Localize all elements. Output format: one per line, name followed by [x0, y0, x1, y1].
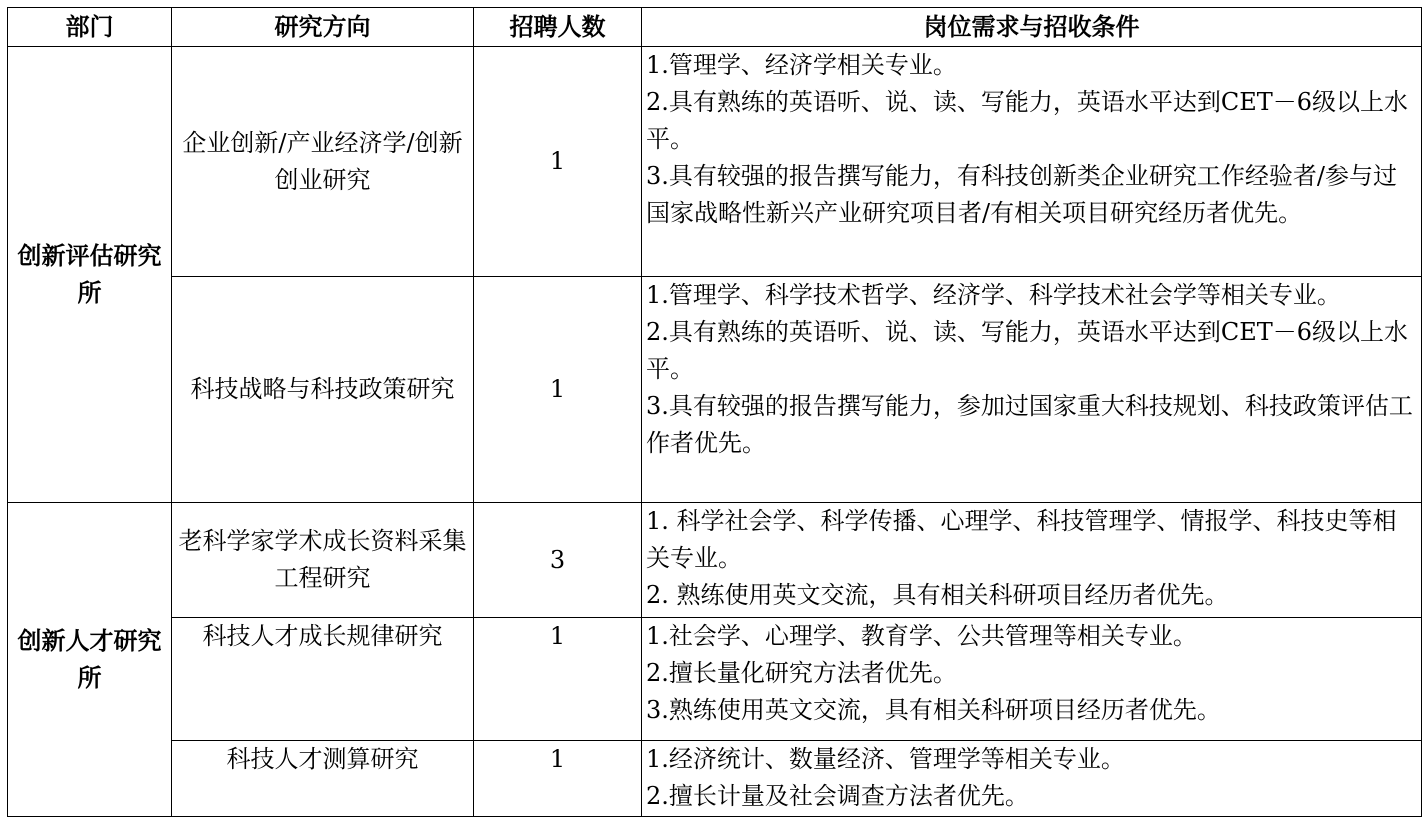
table-row [8, 503, 1422, 618]
department-cell: 创新评估研究所 [8, 47, 172, 503]
header-requirements: 岗位需求与招收条件 [642, 8, 1422, 47]
direction-cell: 老科学家学术成长资料采集工程研究 [172, 503, 474, 618]
table-row [8, 277, 1422, 503]
requirement-item: 1. 科学社会学、科学传播、心理学、科技管理学、情报学、科技史等相关专业。 [646, 507, 1397, 572]
direction-cell: 科技战略与科技政策研究 [172, 277, 474, 503]
table-row [8, 618, 1422, 741]
direction-cell: 企业创新/产业经济学/创新创业研究 [172, 47, 474, 277]
department-cell: 创新人才研究所 [8, 503, 172, 817]
table-row [8, 47, 1422, 277]
requirement-item: 2.擅长计量及社会调查方法者优先。 [646, 782, 1029, 810]
requirements-cell [642, 47, 1422, 277]
requirements-cell [642, 618, 1422, 741]
requirement-item: 2.具有熟练的英语听、说、读、写能力，英语水平达到CET－6级以上水平。 [646, 318, 1409, 383]
count-cell: 1 [474, 618, 642, 741]
header-department: 部门 [8, 8, 172, 47]
requirement-item: 3.熟练使用英文交流，具有相关科研项目经历者优先。 [646, 696, 1221, 724]
requirement-item: 3.具有较强的报告撰写能力，有科技创新类企业研究工作经验者/参与过国家战略性新兴产业研究项目者/有相关项目研究经历者优先。 [646, 162, 1397, 227]
count-cell: 3 [474, 503, 642, 618]
header-row [8, 8, 1422, 47]
table-row [8, 741, 1422, 817]
direction-cell: 科技人才测算研究 [172, 741, 474, 817]
header-direction: 研究方向 [172, 8, 474, 47]
recruitment-table [7, 7, 1422, 817]
requirement-item: 1.管理学、经济学相关专业。 [646, 51, 957, 79]
requirement-item: 1.管理学、科学技术哲学、经济学、科学技术社会学等相关专业。 [646, 281, 1341, 309]
count-cell: 1 [474, 277, 642, 503]
requirement-item: 2.擅长量化研究方法者优先。 [646, 659, 957, 687]
count-cell: 1 [474, 741, 642, 817]
requirements-cell [642, 503, 1422, 618]
header-count: 招聘人数 [474, 8, 642, 47]
requirement-item: 2. 熟练使用英文交流，具有相关科研项目经历者优先。 [646, 581, 1229, 609]
requirement-item: 3.具有较强的报告撰写能力，参加过国家重大科技规划、科技政策评估工作者优先。 [646, 392, 1413, 457]
requirement-item: 1.社会学、心理学、教育学、公共管理等相关专业。 [646, 622, 1197, 650]
direction-cell: 科技人才成长规律研究 [172, 618, 474, 741]
requirement-item: 1.经济统计、数量经济、管理学等相关专业。 [646, 745, 1125, 773]
requirements-cell [642, 277, 1422, 503]
requirement-item: 2.具有熟练的英语听、说、读、写能力，英语水平达到CET－6级以上水平。 [646, 88, 1409, 153]
count-cell: 1 [474, 47, 642, 277]
requirements-cell [642, 741, 1422, 817]
